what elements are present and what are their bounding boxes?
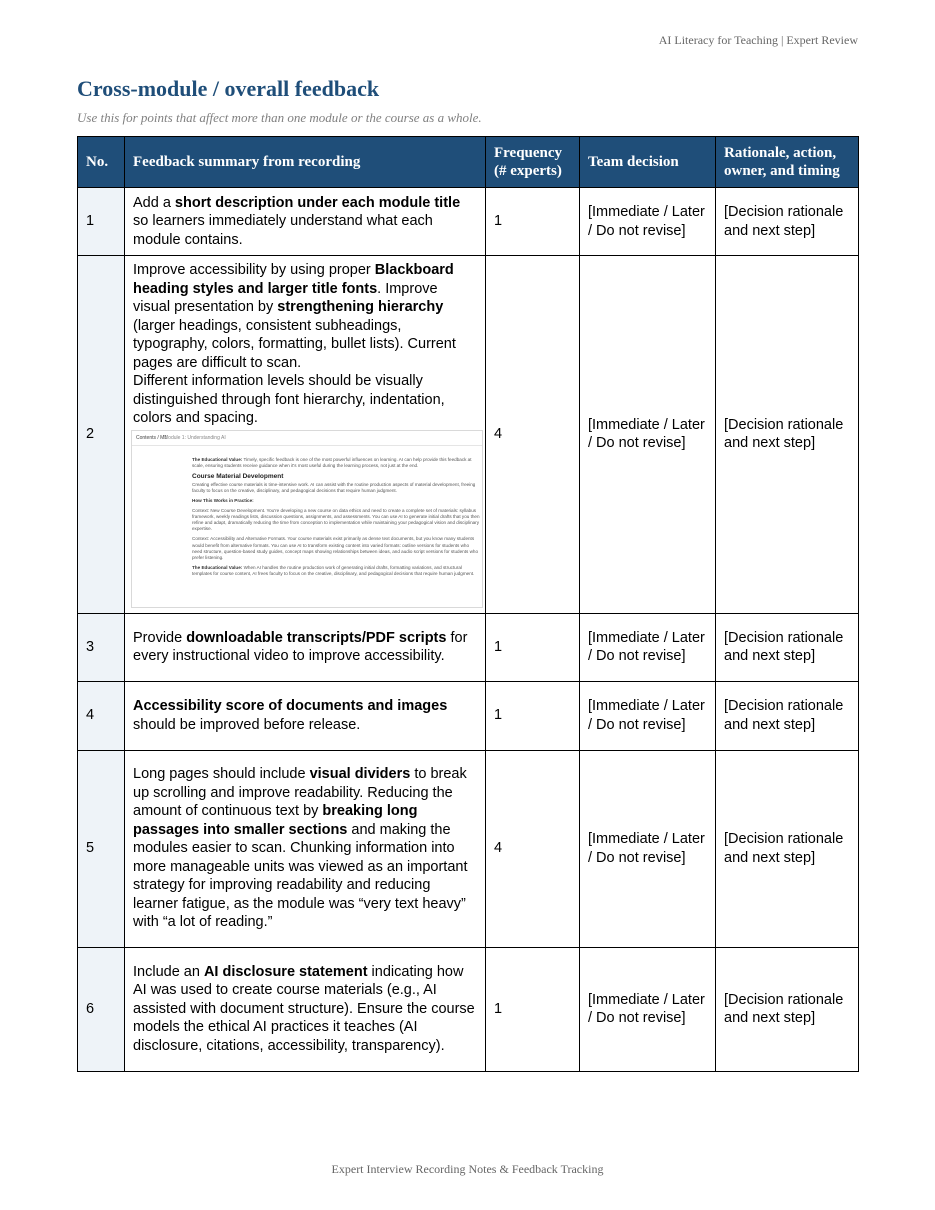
- table-row: [78, 750, 859, 947]
- screenshot-paragraph: [192, 457, 480, 469]
- summary-text: so learners immediately understand what each module contains.: [133, 213, 433, 248]
- team-decision-placeholder[interactable]: [Immediate / Later / Do not revise]: [580, 750, 716, 947]
- summary-emphasis: short description under each module title: [174, 194, 461, 211]
- screenshot-text: When AI handles the routine production work of generating initial drafts, formatting variations, and structural templates for course content, AI frees faculty to focus on the creative, disciplinary, and pedagogical decisions that require human judgment.: [192, 564, 475, 576]
- rationale-placeholder[interactable]: [Decision rationale and next step]: [716, 256, 859, 614]
- embedded-course-screenshot: [131, 430, 483, 608]
- feedback-summary: [125, 947, 486, 1071]
- summary-emphasis: visual dividers: [309, 766, 411, 783]
- summary-text: for every instructional video to improve accessibility.: [133, 629, 468, 664]
- summary-text: Include an: [133, 963, 204, 980]
- team-decision-placeholder[interactable]: [Immediate / Later / Do not revise]: [580, 188, 716, 256]
- summary-text: Long pages should include: [133, 766, 310, 783]
- page-footer: Expert Interview Recording Notes & Feedback Tracking: [331, 1162, 604, 1176]
- feedback-summary: [125, 750, 486, 947]
- summary-text: (larger headings, consistent subheadings, typography, colors, formatting, bullet lists). Current pages are difficult to scan.: [133, 317, 456, 371]
- frequency-value: 1: [486, 188, 580, 256]
- summary-text: to break up scrolling and improve readability. Reducing the amount of continuous text by: [133, 766, 467, 820]
- team-decision-placeholder[interactable]: [Immediate / Later / Do not revise]: [580, 256, 716, 614]
- frequency-value: 4: [486, 256, 580, 614]
- section-title: Cross-module / overall feedback: [77, 76, 380, 101]
- feedback-summary: [125, 256, 486, 614]
- section-subtitle: Use this for points that affect more than one module or the course as a whole.: [77, 110, 482, 125]
- frequency-value: 4: [486, 750, 580, 947]
- row-number: 6: [78, 947, 125, 1071]
- screenshot-breadcrumb-current: Module 1: Understanding AI: [164, 434, 226, 441]
- summary-text: Provide: [133, 629, 187, 646]
- row-number: 4: [78, 681, 125, 750]
- screenshot-topbar: [132, 431, 482, 446]
- header-no: No.: [78, 137, 125, 188]
- summary-emphasis: Blackboard heading styles and larger title fonts: [133, 262, 454, 297]
- summary-text: indicating how AI was used to create course materials (e.g., AI assisted with document structure). Ensure the course models the ethical AI practices it teaches (AI disclosure, citations, accessibility, transparency).: [133, 963, 475, 1054]
- table-row: [78, 947, 859, 1071]
- feedback-summary: [125, 613, 486, 681]
- header-frequency-line2: (# experts): [494, 163, 562, 179]
- feedback-summary: [125, 681, 486, 750]
- screenshot-label: The Educational Value:: [192, 564, 243, 570]
- summary-text: . Improve visual presentation by: [133, 280, 438, 315]
- table-row: [78, 681, 859, 750]
- header-summary: Feedback summary from recording: [125, 137, 486, 188]
- screenshot-subheading: [192, 498, 480, 504]
- screenshot-text: Timely, specific feedback is one of the most powerful influences on learning. AI can help provide this feedback at scale, ensuring students receive guidance when it's most useful during the learning process, not just at the end.: [192, 456, 472, 468]
- table-row: [78, 188, 859, 256]
- summary-text: should be improved before release.: [133, 716, 361, 733]
- screenshot-heading: Course Material Development: [192, 472, 284, 480]
- screenshot-label: The Educational Value:: [192, 456, 243, 462]
- frequency-value: 1: [486, 947, 580, 1071]
- summary-text: Improve accessibility by using proper: [133, 262, 375, 278]
- header-decision: Team decision: [580, 137, 716, 188]
- header-rationale-line1: Rationale, action,: [724, 145, 837, 161]
- row-number: 3: [78, 613, 125, 681]
- screenshot-breadcrumb: Contents / M1: [136, 434, 168, 441]
- screenshot-paragraph: Creating effective course materials is time-intensive work. AI can assist with the routine production aspects of material development, freeing faculty to focus on the creative, disciplinary, and pedagogical decisions that require human judgment.: [192, 481, 476, 493]
- summary-emphasis: breaking long passages into smaller sections: [133, 803, 418, 838]
- header-frequency: [486, 137, 580, 188]
- table-header-row: [78, 137, 859, 188]
- frequency-value: 1: [486, 613, 580, 681]
- row-number: 1: [78, 188, 125, 256]
- summary-text: and making the modules easier to scan. Chunking information into more manageable units was viewed as an important strategy for improving readability and reducing learner fatigue, as the module was “very text heavy” with “a lot of reading.”: [133, 821, 468, 931]
- team-decision-placeholder[interactable]: [Immediate / Later / Do not revise]: [580, 681, 716, 750]
- summary-text: Different information levels should be visually distinguished through font hierarchy, indentation, colors and spacing.: [133, 373, 445, 426]
- frequency-value: 1: [486, 681, 580, 750]
- screenshot-content: [192, 457, 480, 578]
- running-header: AI Literacy for Teaching | Expert Review: [658, 33, 858, 47]
- screenshot-label: How This Works in Practice:: [192, 497, 254, 503]
- row-number: 5: [78, 750, 125, 947]
- table-row: [78, 613, 859, 681]
- row-number: 2: [78, 256, 125, 614]
- header-rationale-line2: owner, and timing: [724, 163, 840, 179]
- summary-emphasis: AI disclosure statement: [203, 963, 368, 980]
- header-rationale: [716, 137, 859, 188]
- screenshot-paragraph: Context: Accessibility and Alternative Formats. Your course materials exist primarily as dense text documents, but you know many students would benefit from alternative formats. You can use AI to transform existing content into varied formats: outline versions for students who need structure, question-based study guides, concept maps showing relationships between ideas, and audio script versions for students who prefer listening.: [192, 536, 479, 560]
- feedback-summary: [125, 188, 486, 256]
- header-frequency-line1: Frequency: [494, 145, 563, 161]
- table-row: [78, 256, 859, 614]
- team-decision-placeholder[interactable]: [Immediate / Later / Do not revise]: [580, 613, 716, 681]
- rationale-placeholder[interactable]: [Decision rationale and next step]: [716, 681, 859, 750]
- summary-emphasis: downloadable transcripts/PDF scripts: [186, 629, 447, 646]
- team-decision-placeholder[interactable]: [Immediate / Later / Do not revise]: [580, 947, 716, 1071]
- rationale-placeholder[interactable]: [Decision rationale and next step]: [716, 613, 859, 681]
- rationale-placeholder[interactable]: [Decision rationale and next step]: [716, 947, 859, 1071]
- rationale-placeholder[interactable]: [Decision rationale and next step]: [716, 750, 859, 947]
- screenshot-paragraph: Context: New Course Development. You're developing a new course on data ethics and need to create a complete set of materials: syllabus framework, weekly readings lists, discussion questions, assignments, and assessments. You can use AI to generate initial drafts that you then refine and adapt, dramatically reducing the time from conception to implementation while maintaining your pedagogical vision and disciplinary expertise.: [192, 508, 480, 532]
- screenshot-paragraph: [192, 565, 480, 577]
- rationale-placeholder[interactable]: [Decision rationale and next step]: [716, 188, 859, 256]
- feedback-table: [77, 136, 859, 1072]
- summary-emphasis: Accessibility score of documents and images: [133, 698, 448, 714]
- summary-emphasis: strengthening hierarchy: [277, 299, 444, 315]
- summary-text: Add a: [133, 194, 175, 211]
